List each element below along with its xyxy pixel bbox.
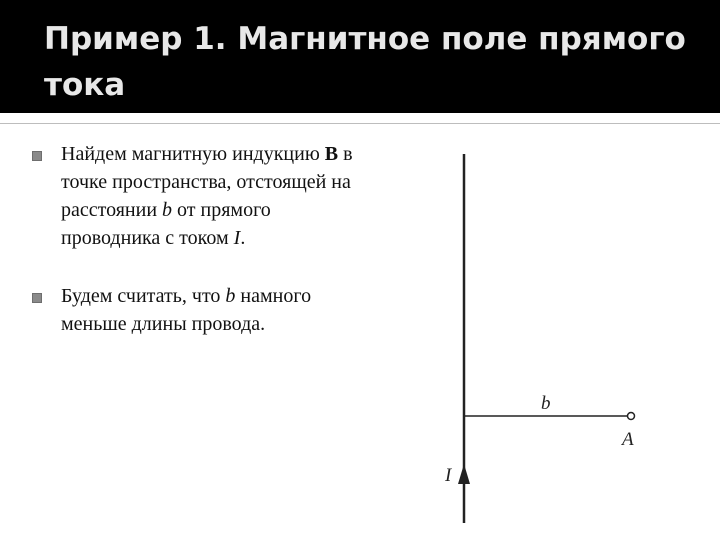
- bullet-item-1: [28, 140, 368, 252]
- bullet-text-2-symbol-distance: b: [225, 285, 236, 307]
- bullet-text-1-part-5: от прямого проводника с током: [61, 199, 271, 249]
- distance-label: b: [541, 393, 551, 414]
- square-bullet-icon: [32, 293, 42, 303]
- wire-diagram: [420, 140, 680, 535]
- bullet-text-1-symbol-b: B: [324, 143, 339, 165]
- square-bullet-icon: [32, 151, 42, 161]
- title-bar: [0, 0, 720, 113]
- bullet-item-2: [28, 282, 368, 338]
- bullet-text-1-part-3: в точке пространства, отстоящей на расстоянии: [61, 143, 353, 221]
- current-arrow-icon: [458, 464, 470, 484]
- point-a-marker: [628, 413, 635, 420]
- bullet-list: [28, 140, 368, 338]
- bullet-text-1-symbol-current: I: [233, 227, 241, 249]
- slide-title: Пример 1. Магнитное поле прямого тока: [44, 21, 686, 103]
- title-divider: [0, 113, 720, 124]
- bullet-text-2-part-3: намного меньше длины провода.: [61, 285, 312, 335]
- point-a-label: A: [622, 429, 634, 450]
- bullet-text-2-part-1: Будем считать, что: [61, 285, 226, 307]
- bullet-text-1-symbol-distance: b: [162, 199, 173, 221]
- current-label: I: [445, 465, 452, 486]
- bullet-text-1-part-1: Найдем магнитную индукцию: [61, 143, 325, 165]
- bullet-text-1-part-7: .: [240, 227, 246, 249]
